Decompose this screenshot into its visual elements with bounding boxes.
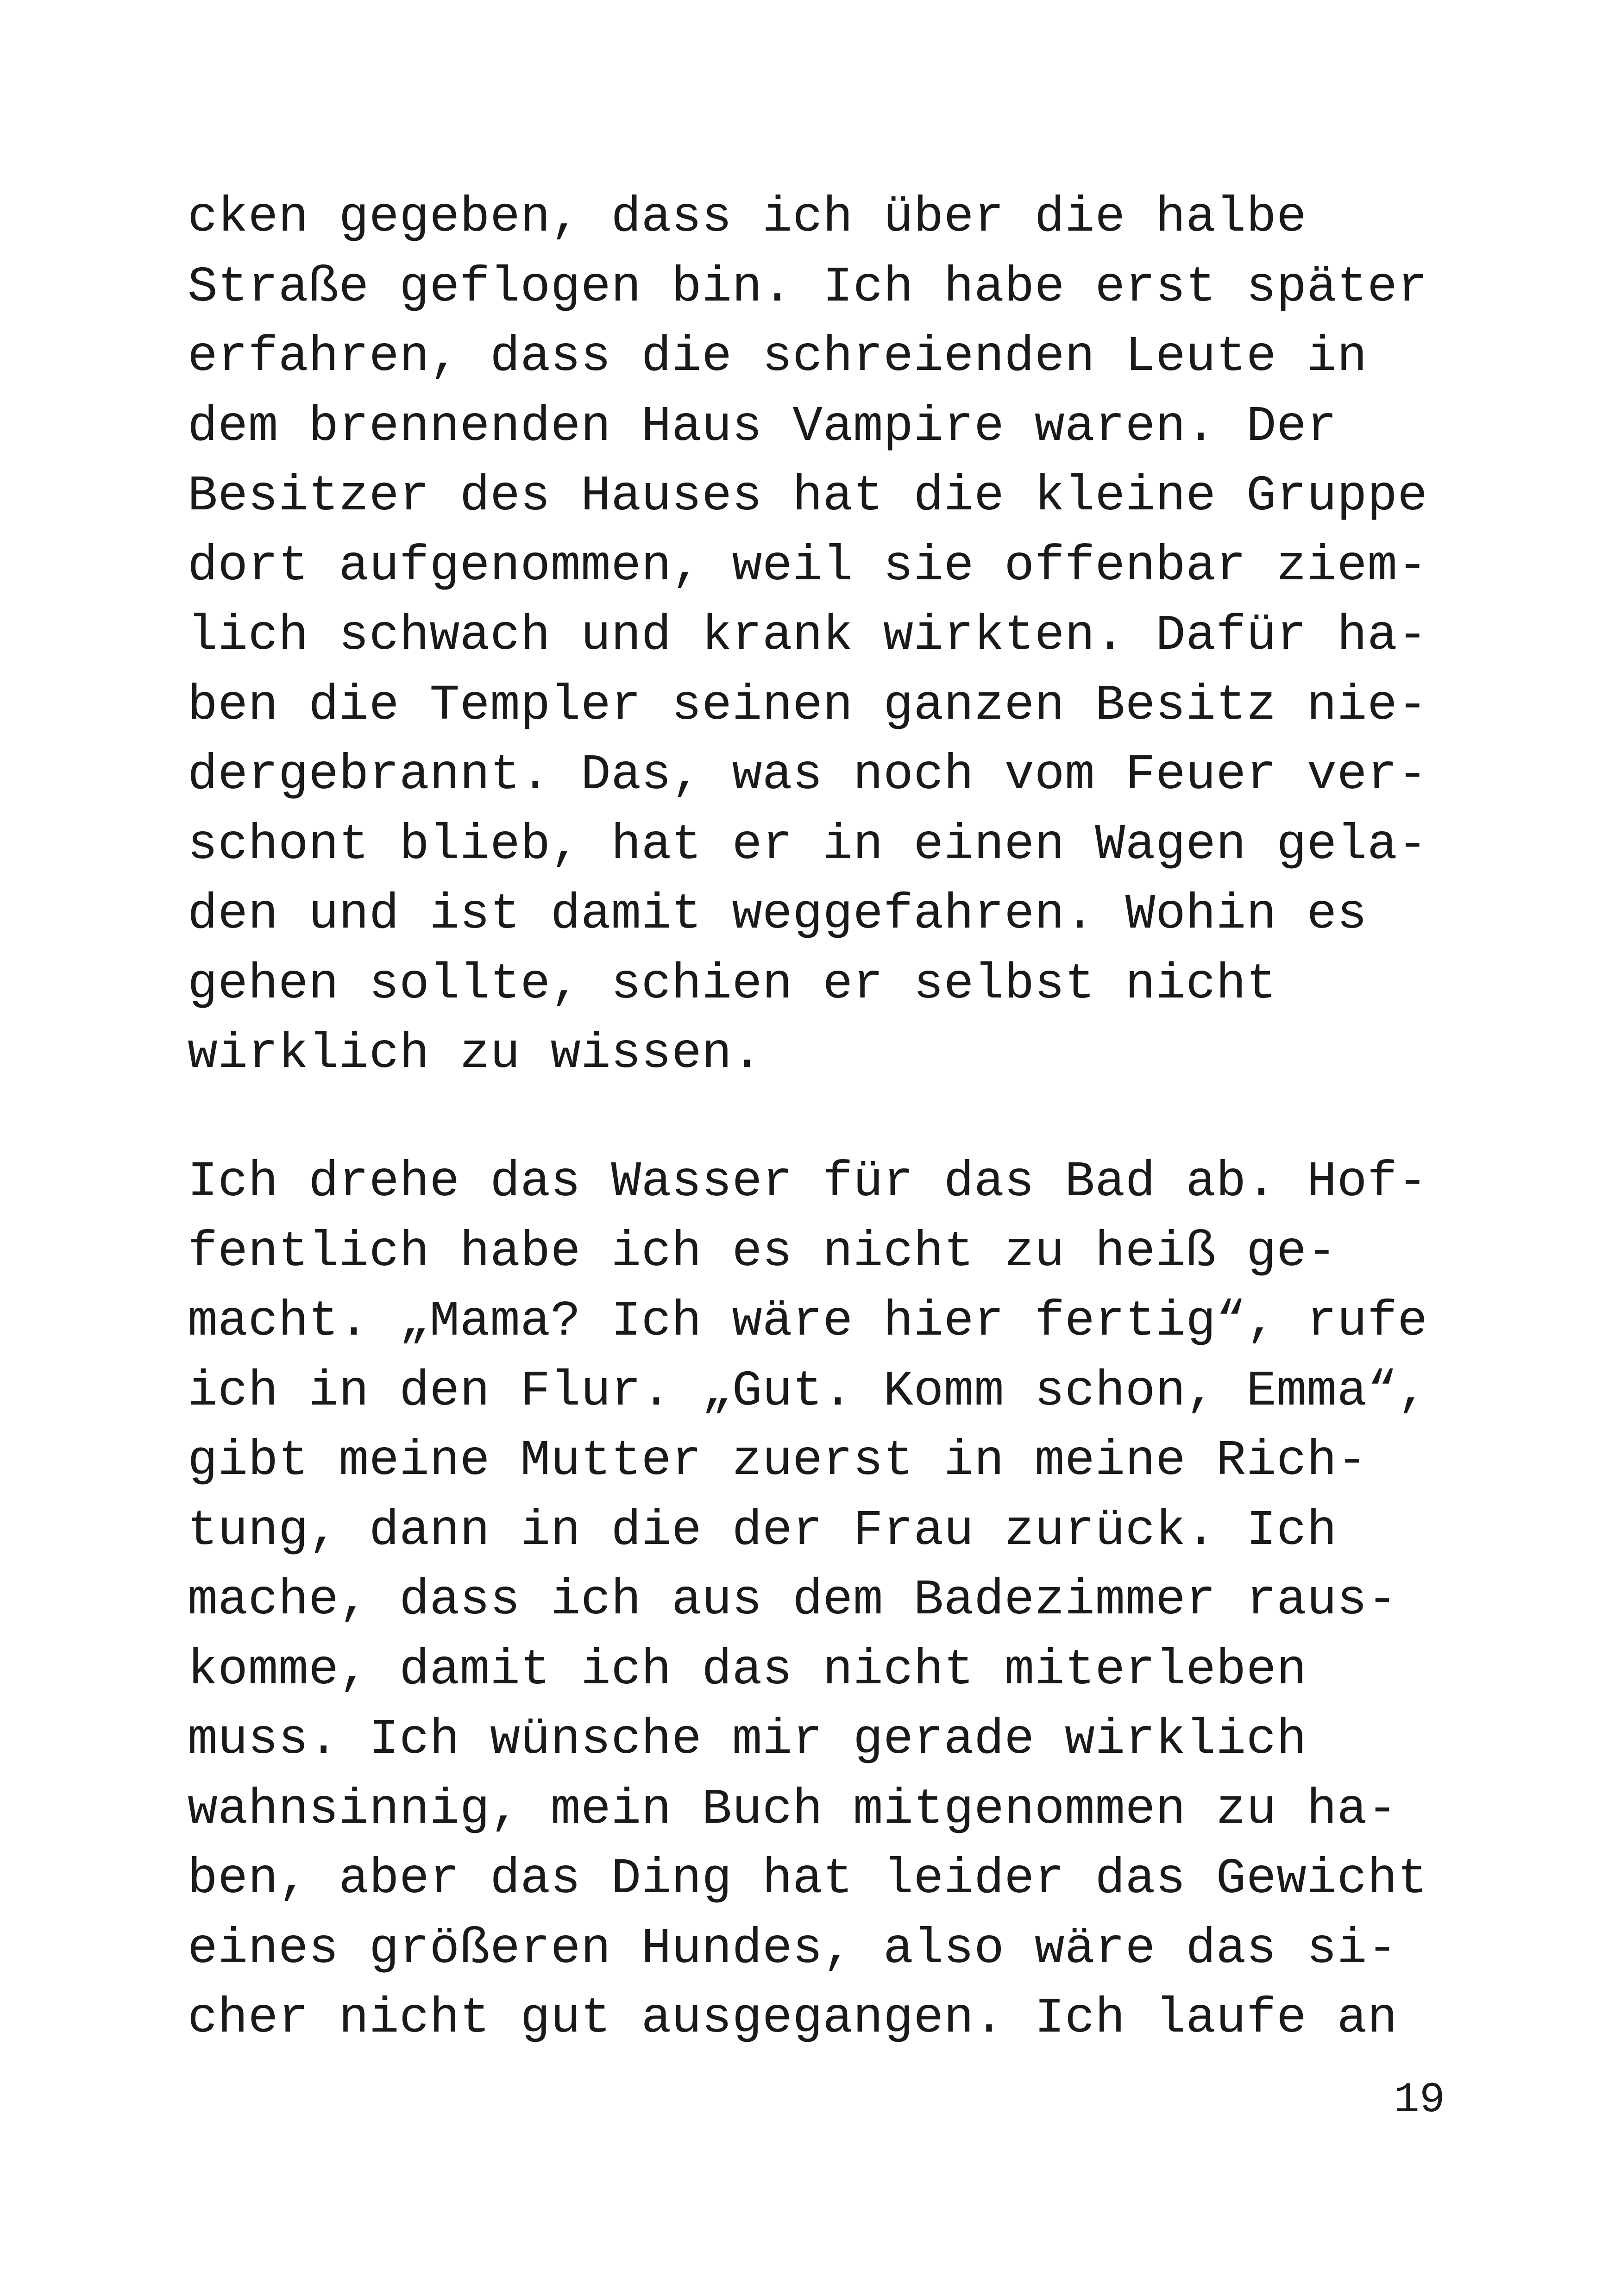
text-line: erfahren, dass die schreienden Leute in [188, 329, 1368, 385]
text-line: wahnsinnig, mein Buch mitgenommen zu ha- [188, 1781, 1398, 1838]
page-number: 19 [1394, 2076, 1445, 2124]
text-line: komme, damit ich das nicht miterleben [188, 1642, 1307, 1699]
text-line: gibt meine Mutter zuerst in meine Rich- [188, 1433, 1368, 1489]
text-line: schont blieb, hat er in einen Wagen gela- [188, 816, 1428, 873]
text-line: cher nicht gut ausgegangen. Ich laufe an [188, 1990, 1398, 2047]
text-line: mache, dass ich aus dem Badezimmer raus- [188, 1572, 1398, 1629]
text-line: cken gegeben, dass ich über die halbe [188, 189, 1307, 246]
paragraph-2 [188, 1148, 1484, 2054]
text-line: ben, aber das Ding hat leider das Gewicht [188, 1851, 1428, 1907]
text-line: dort aufgenommen, weil sie offenbar ziem- [188, 538, 1428, 595]
text-line: den und ist damit weggefahren. Wohin es [188, 886, 1368, 943]
text-line: Besitzer des Hauses hat die kleine Gruppe [188, 468, 1428, 525]
text-line: eines größeren Hundes, also wäre das si- [188, 1920, 1398, 1977]
text-line: tung, dann in die der Frau zurück. Ich [188, 1502, 1337, 1559]
paragraph-1 [188, 183, 1484, 1089]
text-line: muss. Ich wünsche mir gerade wirklich [188, 1712, 1307, 1768]
text-line: gehen sollte, schien er selbst nicht [188, 956, 1277, 1013]
text-line: Ich drehe das Wasser für das Bad ab. Hof- [188, 1154, 1428, 1211]
text-line: ich in den Flur. „Gut. Komm schon, Emma“, [188, 1363, 1428, 1420]
text-line: Straße geflogen bin. Ich habe erst später [188, 259, 1428, 316]
text-line: lich schwach und krank wirkten. Dafür ha- [188, 608, 1428, 664]
text-line: fentlich habe ich es nicht zu heiß ge- [188, 1223, 1337, 1280]
text-line: wirklich zu wissen. [188, 1026, 762, 1082]
text-line: dem brennenden Haus Vampire waren. Der [188, 398, 1337, 455]
text-line: ben die Templer seinen ganzen Besitz nie- [188, 677, 1428, 734]
text-line: macht. „Mama? Ich wäre hier fertig“, rufe [188, 1293, 1428, 1350]
text-line: dergebrannt. Das, was noch vom Feuer ver- [188, 747, 1428, 803]
